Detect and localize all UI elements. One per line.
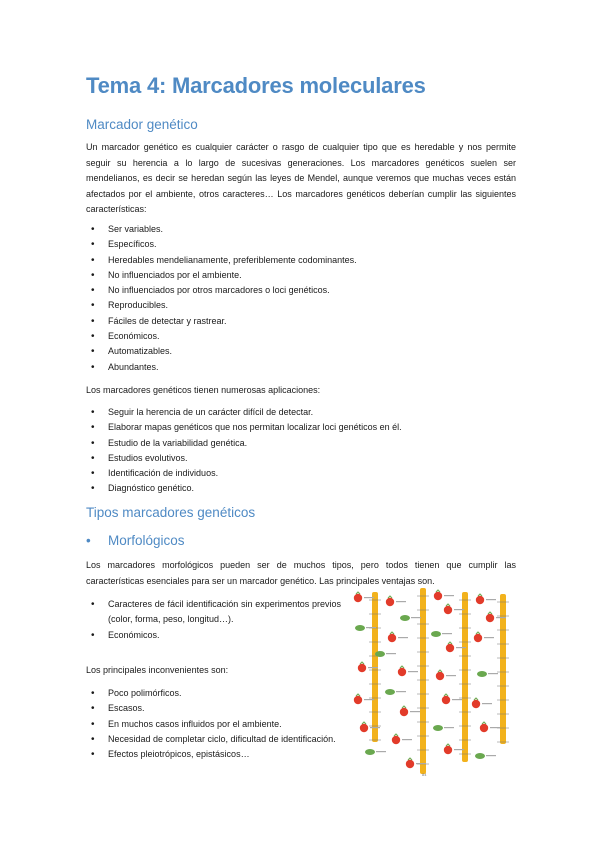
tomato-stem-icon <box>394 734 398 736</box>
label-line <box>368 667 378 668</box>
tomato-stem-icon <box>356 592 360 594</box>
label-line <box>370 727 380 728</box>
label-line <box>376 751 386 752</box>
tomato-stem-icon <box>478 594 482 596</box>
subheading-morfologicos <box>86 533 185 548</box>
application-item: • Estudios evolutivos. <box>86 451 516 466</box>
applications-list <box>86 405 516 497</box>
tomato-icon <box>406 760 414 768</box>
label-line <box>452 699 462 700</box>
tomato-chromosome-map-image <box>350 588 515 778</box>
application-item: • Elaborar mapas genéticos que nos permitan localizar loci genéticos en él. <box>86 420 516 435</box>
leaf-icon <box>375 651 385 657</box>
tomato-icon <box>442 696 450 704</box>
advantage-item: • Caracteres de fácil identificación sin experimentos previos (color, forma, peso, longitud…). <box>86 597 341 628</box>
disadvantage-item: • En muchos casos influidos por el ambiente. <box>86 717 341 732</box>
subheading-label: Morfológicos <box>108 533 185 548</box>
tomato-stem-icon <box>402 706 406 708</box>
label-line <box>410 711 420 712</box>
characteristic-item: • Fáciles de detectar y rastrear. <box>86 314 516 329</box>
label-line <box>490 727 500 728</box>
characteristic-item: • Específicos. <box>86 237 516 252</box>
label-line <box>454 749 464 750</box>
tomato-stem-icon <box>388 596 392 598</box>
tomato-stem-icon <box>446 604 450 606</box>
tomato-stem-icon <box>436 590 440 592</box>
application-item: • Estudio de la variabilidad genética. <box>86 436 516 451</box>
chromosome-bar <box>462 592 468 762</box>
label-line <box>444 595 454 596</box>
disadvantages-list <box>86 686 341 762</box>
characteristic-item: • Heredables mendelianamente, preferiblemente codominantes. <box>86 253 516 268</box>
disadvantages-intro: Los principales inconvenientes son: <box>86 665 229 675</box>
applications-intro: Los marcadores genéticos tienen numerosas aplicaciones: <box>86 385 321 395</box>
tomato-stem-icon <box>362 722 366 724</box>
advantage-item: • Económicos. <box>86 628 341 643</box>
label-line <box>364 699 374 700</box>
tomato-icon <box>358 664 366 672</box>
leaf-icon <box>355 625 365 631</box>
label-line <box>364 597 374 598</box>
chromosome-map-figure <box>350 588 515 778</box>
characteristic-item: • No influenciados por otros marcadores o loci genéticos. <box>86 283 516 298</box>
label-line <box>386 653 396 654</box>
application-item: • Identificación de individuos. <box>86 466 516 481</box>
leaf-icon <box>477 671 487 677</box>
tomato-stem-icon <box>356 694 360 696</box>
label-line <box>402 739 412 740</box>
tomato-icon <box>386 598 394 606</box>
characteristic-item: • No influenciados por el ambiente. <box>86 268 516 283</box>
bullet-glyph: • <box>86 533 91 548</box>
section-heading-marcador: Marcador genético <box>86 117 198 132</box>
tomato-icon <box>480 724 488 732</box>
tomato-icon <box>444 746 452 754</box>
tomato-icon <box>444 606 452 614</box>
leaf-icon <box>475 753 485 759</box>
tomato-icon <box>476 596 484 604</box>
disadvantage-item: • Poco polimórficos. <box>86 686 341 701</box>
characteristic-item: • Reproducibles. <box>86 298 516 313</box>
tomato-stem-icon <box>444 694 448 696</box>
tomato-icon <box>434 592 442 600</box>
label-line <box>408 671 418 672</box>
tomato-icon <box>436 672 444 680</box>
tomato-icon <box>388 634 396 642</box>
tomato-icon <box>354 696 362 704</box>
tomato-icon <box>354 594 362 602</box>
characteristic-item: • Abundantes. <box>86 360 516 375</box>
label-line <box>442 633 452 634</box>
label-line <box>366 627 376 628</box>
label-line <box>396 601 406 602</box>
tomato-stem-icon <box>448 642 452 644</box>
label-line <box>486 755 496 756</box>
disadvantage-item: • Escasos. <box>86 701 341 716</box>
tomato-stem-icon <box>390 632 394 634</box>
tomato-icon <box>446 644 454 652</box>
tomato-stem-icon <box>400 666 404 668</box>
intro-paragraph: Un marcador genético es cualquier carácter o rasgo de cualquier tipo que es heredable y nos permite seguir su herencia a lo largo de sucesivas generaciones. Los marcadores genéticos suelen ser mendelianos, es decir se heredan según las leyes de Mendel, aunque veremos que muchas veces están afectados por el ambiente, otros caracteres… Los marcadores genéticos deberían cumplir las siguientes características: <box>86 142 516 214</box>
tomato-stem-icon <box>438 670 442 672</box>
characteristic-item: • Ser variables. <box>86 222 516 237</box>
label-line <box>454 609 464 610</box>
chromosome-bar <box>420 588 426 774</box>
label-line <box>411 617 421 618</box>
label-line <box>496 617 506 618</box>
tomato-stem-icon <box>408 758 412 760</box>
label-line <box>444 727 454 728</box>
leaf-icon <box>433 725 443 731</box>
characteristics-list <box>86 222 516 375</box>
leaf-icon <box>400 615 410 621</box>
label-line <box>416 763 426 764</box>
tomato-stem-icon <box>476 632 480 634</box>
application-item: • Diagnóstico genético. <box>86 481 516 496</box>
tomato-icon <box>486 614 494 622</box>
page-title: Tema 4: Marcadores moleculares <box>86 73 426 98</box>
label-line <box>484 637 494 638</box>
leaf-icon <box>365 749 375 755</box>
characteristic-item: • Automatizables. <box>86 344 516 359</box>
advantages-list <box>86 597 341 643</box>
label-line <box>398 637 408 638</box>
tomato-icon <box>398 668 406 676</box>
tomato-stem-icon <box>482 722 486 724</box>
tomato-stem-icon <box>474 698 478 700</box>
label-line <box>486 599 496 600</box>
label-line <box>396 691 406 692</box>
disadvantage-item: • Necesidad de completar ciclo, dificultad de identificación. <box>86 732 341 747</box>
tomato-stem-icon <box>446 744 450 746</box>
morfologicos-intro: Los marcadores morfológicos pueden ser de muchos tipos, pero todos tienen que cumplir las características esenciales para ser un marcador genético. Las principales ventajas son. <box>86 560 516 586</box>
tomato-icon <box>400 708 408 716</box>
figure-page-number: 84 <box>422 772 427 777</box>
section-heading-tipos: Tipos marcadores genéticos <box>86 505 256 520</box>
label-line <box>488 673 498 674</box>
tomato-icon <box>360 724 368 732</box>
label-line <box>482 703 492 704</box>
tomato-icon <box>472 700 480 708</box>
tomato-stem-icon <box>360 662 364 664</box>
label-line <box>446 675 456 676</box>
label-line <box>456 647 466 648</box>
application-item: • Seguir la herencia de un carácter difícil de detectar. <box>86 405 516 420</box>
characteristic-item: • Económicos. <box>86 329 516 344</box>
leaf-icon <box>385 689 395 695</box>
chromosome-bar <box>500 594 506 744</box>
leaf-icon <box>431 631 441 637</box>
tomato-stem-icon <box>488 612 492 614</box>
disadvantage-item: • Efectos pleiotrópicos, epistásicos… <box>86 747 341 762</box>
tomato-icon <box>474 634 482 642</box>
tomato-icon <box>392 736 400 744</box>
